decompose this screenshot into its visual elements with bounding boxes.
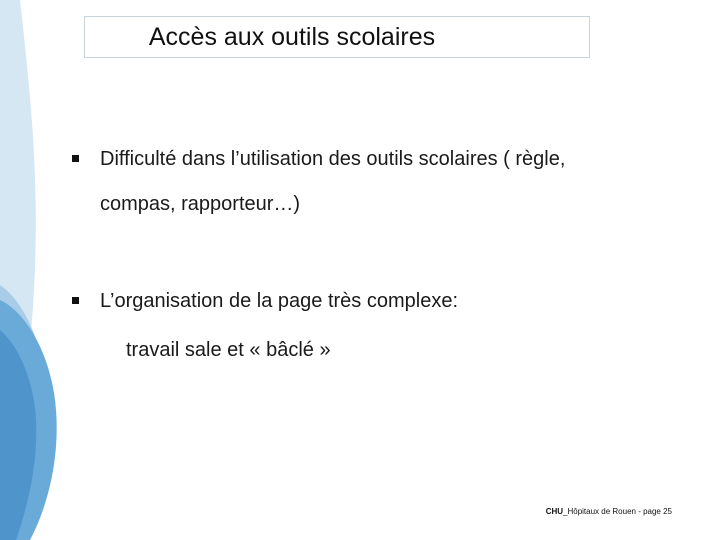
- bullet-1-line-1: Difficulté dans l’utilisation des outils scolaires ( règle,: [100, 148, 566, 170]
- bullet-2-line-1: L’organisation de la page très complexe:: [100, 290, 459, 312]
- footer-brand: CHU: [545, 507, 564, 516]
- bullet-square-icon: [72, 155, 79, 162]
- title-box: [84, 16, 590, 58]
- footer-text: _Hôpitaux de Rouen - page 25: [563, 507, 672, 516]
- slide-title: Accès aux outils scolaires: [148, 22, 436, 51]
- bullet-1-line-2: compas, rapporteur…): [100, 193, 301, 215]
- slide-footer: [546, 507, 672, 516]
- bullet-square-icon: [72, 297, 79, 304]
- bullet-2-line-2: travail sale et « bâclé »: [126, 339, 331, 361]
